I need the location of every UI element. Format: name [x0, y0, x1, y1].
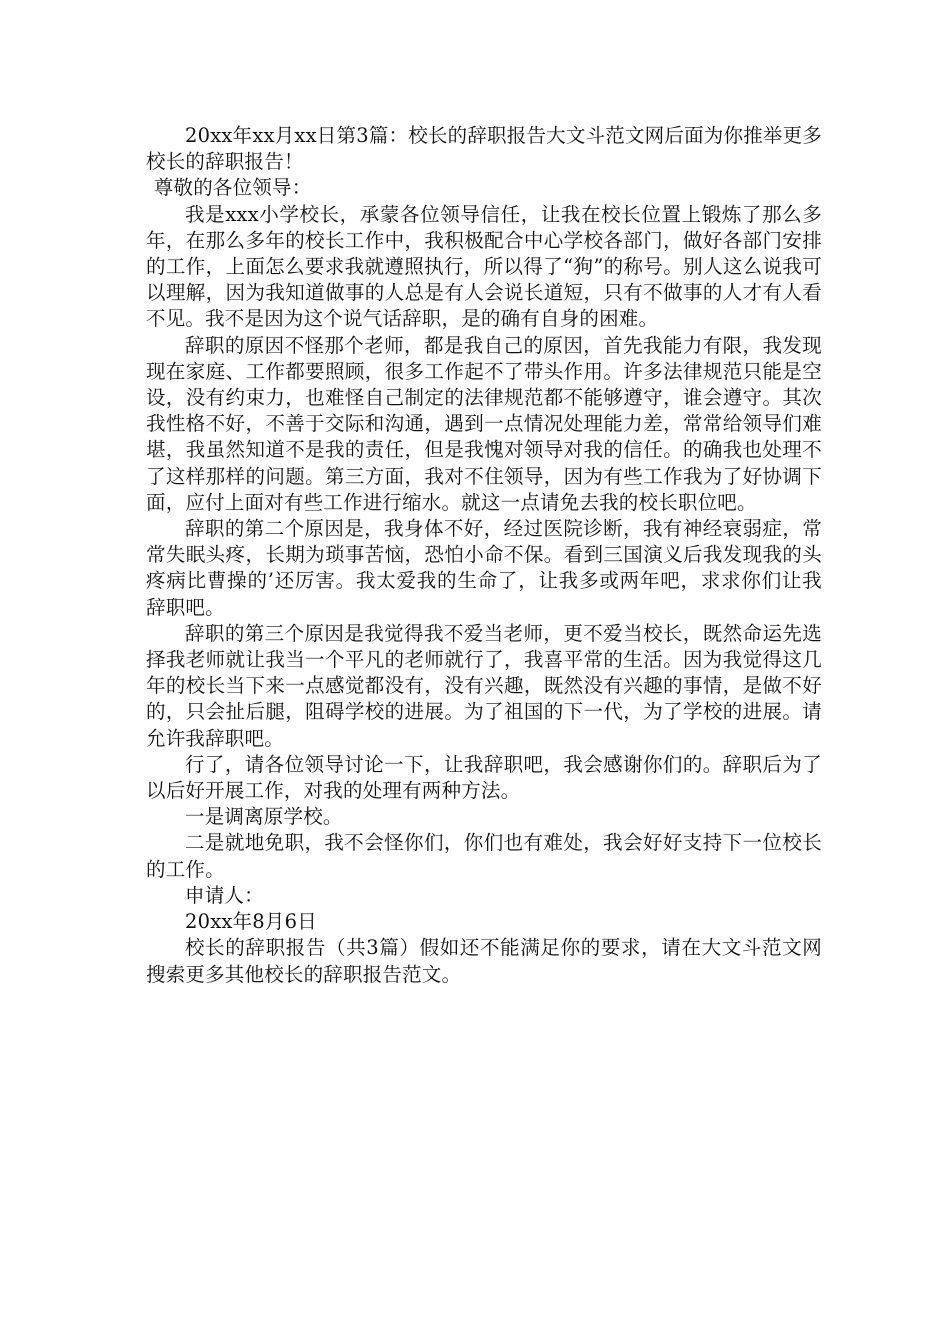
- option-two: 二是就地免职，我不会怪你们，你们也有难处，我会好好支持下一位校长的工作。: [146, 831, 822, 881]
- body-paragraph-3: 辞职的第二个原因是，我身体不好，经过医院诊断，我有神经衰弱症，常常失眠头疼，长期为琐事苦恼，恐怕小命不保。看到三国演义后我发现我的头疼病比曹操的’还厉害。我太爱我的生命了，让我多或两年吧，求求你们让我辞职吧。: [146, 517, 822, 619]
- date-line: 20xx年8月6日: [185, 910, 317, 934]
- body-paragraph-1: 我是xxx小学校长，承蒙各位领导信任，让我在校长位置上锻炼了那么多年，在那么多年的校长工作中，我积极配合中心学校各部门，做好各部门安排的工作，上面怎么要求我就遵照执行，所以得了“狗”的称号。别人这么说我可以理解，因为我知道做事的人总是有人会说长道短，只有不做事的人才有人看不见。我不是因为这个说气话辞职，是的确有自身的困难。: [146, 202, 822, 331]
- intro-paragraph: 20xx年xx月xx日第3篇：校长的辞职报告大文斗范文网后面为你推举更多校长的辞职报告！: [146, 124, 822, 174]
- option-one: 一是调离原学校。: [185, 805, 343, 829]
- document-body: [146, 123, 822, 988]
- body-paragraph-4: 辞职的第三个原因是我觉得我不爱当老师，更不爱当校长，既然命运先选择我老师就让我当一个平凡的老师就行了，我喜平常的生活。因为我觉得这几年的校长当下来一点感觉都没有，没有兴趣，既然没有兴趣的事情，是做不好的，只会扯后腿，阻碍学校的进展。为了祖国的下一代，为了学校的进展。请允许我辞职吧。: [146, 621, 822, 750]
- salutation: 尊敬的各位领导：: [153, 176, 312, 200]
- closing-paragraph: 校长的辞职报告（共3篇）假如还不能满足你的要求，请在大文斗范文网搜索更多其他校长的辞职报告范文。: [146, 936, 822, 986]
- body-paragraph-5: 行了，请各位领导讨论一下，让我辞职吧，我会感谢你们的。辞职后为了以后好开展工作，对我的处理有两种方法。: [146, 752, 822, 803]
- body-paragraph-2: 辞职的原因不怪那个老师，都是我自己的原因，首先我能力有限，我发现现在家庭、工作都要照顾，很多工作起不了带头作用。许多法律规范只能是空设，没有约束力，也难怪自己制定的法律规范都不能够遵守，谁会遵守。其次我性格不好，不善于交际和沟通，遇到一点情况处理能力差，常常给领导们难堪，我虽然知道不是我的责任，但是我愧对领导对我的信任。的确我也处理不了这样那样的问题。第三方面，我对不住领导，因为有些工作我为了好协调下面，应付上面对有些工作进行缩水。就这一点请免去我的校长职位吧。: [146, 333, 822, 514]
- applicant-label: 申请人：: [185, 883, 264, 907]
